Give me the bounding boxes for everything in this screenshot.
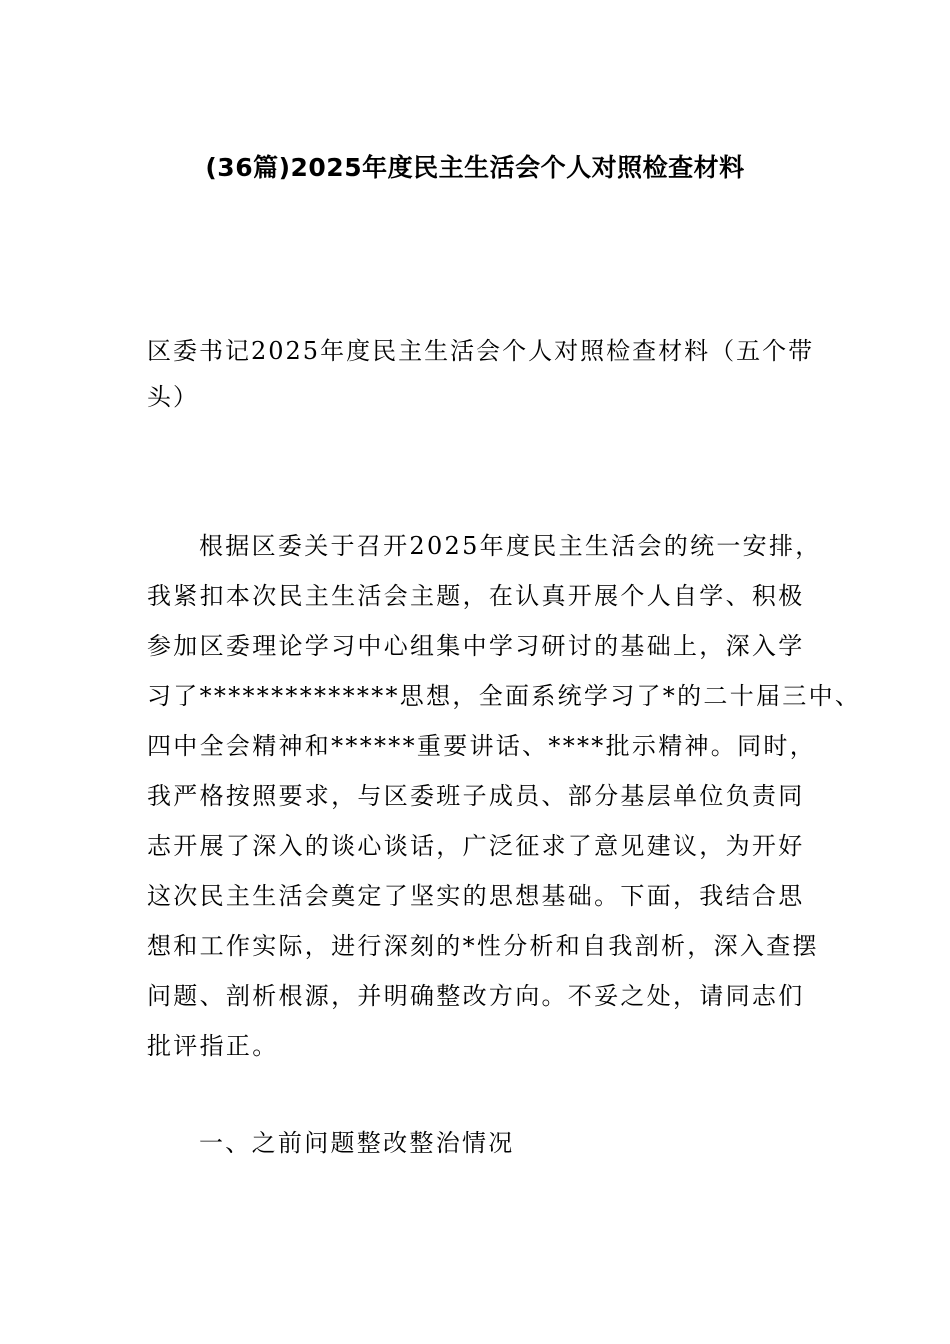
paragraph-line: 参加区委理论学习中心组集中学习研讨的基础上，深入学 xyxy=(147,632,805,660)
paragraph-line: 想和工作实际，进行深刻的*性分析和自我剖析，深入查摆 xyxy=(147,932,819,960)
document-title: (36篇)2025年度民主生活会个人对照检查材料 xyxy=(205,153,745,182)
paragraph-line: 四中全会精神和******重要讲话、****批示精神。同时， xyxy=(147,732,816,760)
paragraph-line: 志开展了深入的谈心谈话，广泛征求了意见建议，为开好 xyxy=(147,832,805,860)
paragraph-line: 我紧扣本次民主生活会主题，在认真开展个人自学、积极 xyxy=(147,582,805,610)
document-subtitle: 区委书记2025年度民主生活会个人对照检查材料（五个带头） xyxy=(147,337,815,411)
paragraph-line: 根据区委关于召开2025年度民主生活会的统一安排， xyxy=(199,532,822,560)
paragraph-line: 批评指正。 xyxy=(147,1032,279,1060)
paragraph-line: 问题、剖析根源，并明确整改方向。不妥之处，请同志们 xyxy=(147,982,805,1010)
paragraph-line: 这次民主生活会奠定了坚实的思想基础。下面，我结合思 xyxy=(147,882,805,910)
paragraph-line: 习了**************思想，全面系统学习了*的二十届三中、 xyxy=(147,682,862,710)
intro-paragraph xyxy=(147,521,862,1071)
section-heading: 一、之前问题整改整治情况 xyxy=(199,1129,515,1157)
paragraph-line: 我严格按照要求，与区委班子成员、部分基层单位负责同 xyxy=(147,782,805,810)
